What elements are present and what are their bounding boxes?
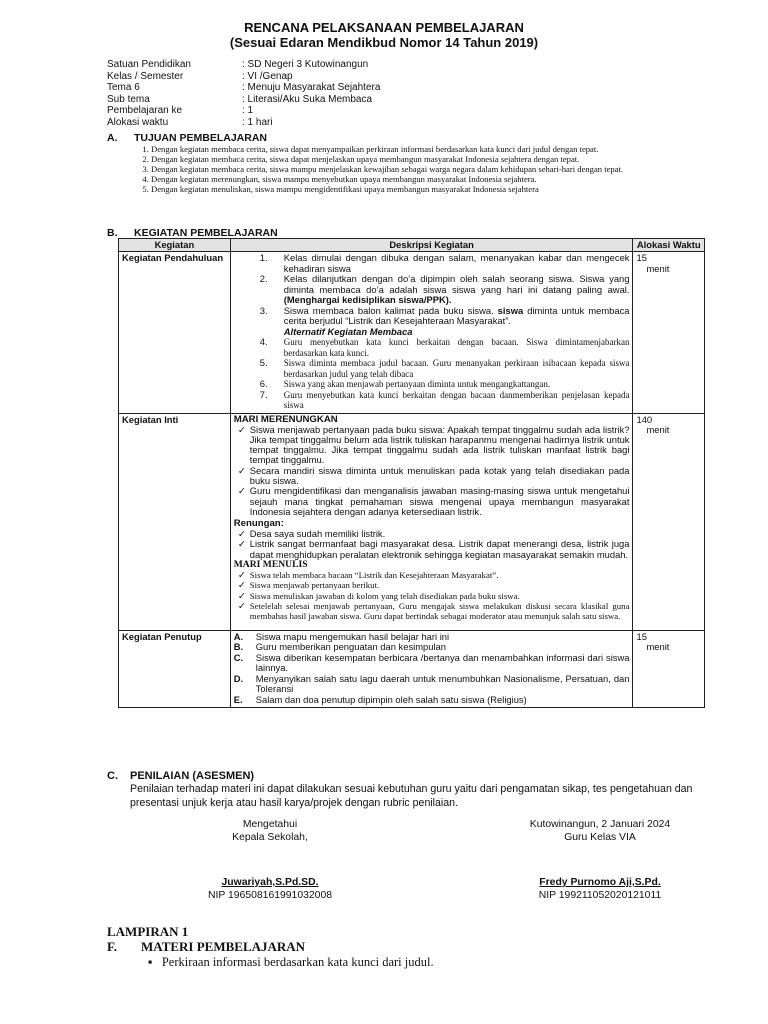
list-item: ✓ Secara mandiri siswa diminta untuk menuliskan pada kotak yang telah disediakan pada buku siswa.	[234, 466, 630, 487]
list-item: 1. Kelas dimulai dengan dibuka dengan salam, menanyakan kabar dan mengecek kehadiran siswa	[259, 252, 630, 274]
alternative-steps	[234, 337, 630, 411]
info-row	[107, 94, 380, 106]
teacher-nip: NIP 199211052020121011	[538, 890, 662, 901]
attachment-title: LAMPIRAN 1	[107, 924, 189, 939]
objective-item: 3. Dengan kegiatan membaca cerita, siswa mampu menjelaskan kewajiban sebagai warga negara dalam kehidupan sehari-hari dengan tepat.	[151, 164, 724, 174]
section-a-letter: A.	[107, 132, 118, 144]
list-item: C. Siswa diberikan kesempatan berbicara /bertanya dan menambahkan informasi dari siswa lainnya.	[233, 651, 630, 674]
section-f-heading: MATERI PEMBELAJARAN	[141, 939, 306, 954]
merenungkan-heading: MARI MERENUNGKAN	[233, 413, 338, 425]
check-icon: ✓	[237, 599, 246, 611]
info-label: Sub tema	[107, 93, 150, 105]
section-c-letter: C.	[107, 770, 118, 782]
section-f-letter: F.	[107, 939, 117, 954]
info-label: Alokasi waktu	[107, 116, 169, 128]
objective-item: 5. Dengan kegiatan menuliskan, siswa mampu mengidentifikasi upaya membangun masyarakat Indonesia sejahtera	[151, 184, 724, 194]
list-item: 5. Siswa diminta membaca judul bacaan. Guru menanyakan perkiraan isibacaan kepada siswa berdasarkan judul yang telah dibaca	[259, 357, 630, 379]
menulis-heading: MARI MENULIS	[233, 559, 308, 571]
document-subtitle: (Sesuai Edaran Mendikbud Nomor 14 Tahun 2019)	[229, 35, 539, 50]
principal-name: Juwariyah,S.Pd.SD.	[221, 877, 319, 888]
signature-right	[500, 818, 700, 844]
renungan-heading: Renungan:	[233, 518, 284, 530]
signature-right-line1: Kutowinangun, 2 Januari 2024	[529, 819, 671, 830]
signature-right-line2: Guru Kelas VIA	[564, 832, 636, 843]
time-value: 15	[636, 252, 647, 263]
column-header: Alokasi Waktu	[633, 239, 705, 252]
info-row	[107, 59, 380, 71]
info-row	[107, 71, 380, 83]
time-unit: menit	[646, 424, 670, 435]
objective-item: 4. Dengan kegiatan merenungkan, siswa mampu menyebutkan upaya membangun masyarakat Indonesia sejahtera.	[151, 174, 724, 184]
document-title: RENCANA PELAKSANAAN PEMBELAJARAN	[244, 20, 524, 35]
objectives-list	[134, 144, 724, 194]
signature-right-name-block	[500, 876, 700, 902]
table-row-inti	[119, 413, 705, 630]
info-label: Tema 6	[107, 82, 140, 93]
activity-name: Kegiatan Pendahuluan	[122, 252, 224, 263]
assessment-text: Penilaian terhadap materi ini dapat dilakukan sesuai kebutuhan guru yaitu dari pengamatan sikap, tes pengetahuan dan presentasi unjuk kerja atau hasil karya/projek dengan rubric penilaian.	[130, 783, 693, 809]
column-header: Kegiatan	[119, 239, 231, 252]
signature-left-line2: Kepala Sekolah,	[232, 832, 308, 843]
info-label: Kelas / Semester	[107, 70, 184, 82]
check-icon: ✓	[237, 579, 246, 591]
bullet-icon: ▪	[148, 955, 153, 969]
alternative-heading: Alternatif Kegiatan Membaca	[283, 325, 413, 337]
list-item: D. Menyanyikan salah satu lagu daerah untuk menumbuhkan Nasionalisme, Persatuan, dan Toleransi	[233, 672, 630, 695]
info-label: Satuan Pendidikan	[107, 59, 191, 70]
info-value: : VI /Genap	[242, 70, 293, 82]
time-allocation-cell	[633, 413, 705, 630]
activity-description-cell	[230, 630, 633, 708]
check-icon: ✓	[237, 464, 246, 476]
section-a-heading: TUJUAN PEMBELAJARAN	[134, 132, 268, 144]
info-value: : 1 hari	[242, 116, 273, 128]
list-item: ✓ Setelelah selesai menjawab pertanyaan, Guru mengajak siswa melakukan diskusi secara klasikal guna membahas hasil jawaban siswa. Guru dapat bertindak sebagai moderator atau menunjuk salah satu siswa.	[234, 601, 630, 622]
column-header: Deskripsi Kegiatan	[230, 239, 633, 252]
table-row-pendahuluan	[119, 252, 705, 414]
section-b-heading: KEGIATAN PEMBELAJARAN	[134, 227, 278, 239]
activity-name: Kegiatan Inti	[122, 413, 179, 425]
objective-item: 2. Dengan kegiatan membaca cerita, siswa dapat menjelaskan upaya membangun masyarakat Indonesia sejahtera dengan tepat.	[151, 154, 724, 164]
activity-description-cell	[230, 413, 633, 630]
info-value: : SD Negeri 3 Kutowinangun	[242, 59, 369, 70]
activity-name: Kegiatan Penutup	[122, 630, 202, 642]
time-allocation-cell	[633, 252, 705, 414]
list-item: A. Siswa mapu mengemukan hasil belajar hari ini	[233, 630, 450, 642]
closing-steps	[234, 632, 630, 706]
list-item: B. Guru memberikan penguatan dan kesimpulan	[233, 641, 446, 653]
list-item: ✓ Siswa telah membaca bacaan “Listrik dan Kesejahteraan Masyarakat”.	[234, 570, 630, 580]
info-row	[107, 82, 380, 94]
opening-steps	[234, 253, 630, 327]
material-item	[148, 955, 434, 970]
info-value: : 1	[242, 105, 254, 116]
info-label: Pembelajaran ke	[107, 105, 183, 116]
section-b-letter: B.	[107, 227, 118, 239]
check-icon: ✓	[237, 528, 246, 540]
check-icon: ✓	[237, 485, 246, 497]
time-value: 15	[636, 630, 647, 642]
signature-left-line1: Mengetahui	[242, 819, 298, 830]
list-item: ✓ Listrik sangat bermanfaat bagi masyarakat desa. Listrik dapat menerangi desa, listrik juga dapat menghidupkan peralatan elektronik sehingga kegiatan masayarakat semakin mudah.	[234, 539, 630, 560]
material-text: Perkiraan informasi berdasarkan kata kunci dari judul.	[161, 955, 434, 969]
check-icon: ✓	[237, 569, 246, 581]
table-row-penutup	[119, 630, 705, 708]
activity-name-cell	[119, 413, 231, 630]
check-icon: ✓	[237, 538, 246, 550]
activity-name-cell	[119, 252, 231, 414]
info-row	[107, 105, 380, 117]
list-item: ✓ Desa saya sudah memiliki listrik.	[234, 529, 630, 539]
time-allocation-cell	[633, 630, 705, 708]
list-item: 7. Guru menyebutkan kata kunci berkaitan dengan bacaan danmemberikan penjelasan kepada siswa	[259, 388, 630, 410]
principal-nip: NIP 196508161991032008	[207, 890, 333, 901]
info-value: : Literasi/Aku Suka Membaca	[242, 93, 373, 105]
table-header-row	[119, 239, 705, 252]
activities-table	[118, 238, 705, 708]
merenungkan-list	[234, 425, 630, 518]
time-value: 140	[636, 413, 653, 425]
activity-description-cell	[230, 252, 633, 414]
time-unit: menit	[646, 641, 670, 653]
section-c-heading: PENILAIAN (ASESMEN)	[130, 770, 255, 782]
list-item: 4. Guru menyebutkan kata kunci berkaitan dengan bacaan. Siswa dimintamenjabarkan berdasarkan kata kunci.	[259, 336, 630, 358]
identity-block	[107, 59, 380, 128]
teacher-name: Fredy Purnomo Aji,S.Pd.	[539, 877, 661, 888]
list-item: 2. Kelas dilanjutkan dengan do’a dipimpin oleh salah seorang siswa. Siswa yang diminta membaca do’a adalah siswa siswa yang hari ini datang paling awal. (Menghargai kedisiplikan siswa/PPK).	[259, 273, 630, 305]
info-row	[107, 117, 380, 129]
signature-left	[195, 818, 345, 844]
list-item: 6. Siswa yang akan menjawab pertanyaan diminta untuk mengangkattangan.	[259, 378, 551, 389]
list-item: 3. Siswa membaca balon kalimat pada buku siswa. siswa diminta untuk membaca cerita berjudul “Listrik dan Kesejahteraan Masyarakat”.	[259, 304, 630, 326]
signature-left-name-block	[170, 876, 370, 902]
objective-item: 1. Dengan kegiatan membaca cerita, siswa dapat menyampaikan perkiraan informasi berdasarkan kata kunci dari judul dengan tepat.	[151, 144, 724, 154]
renungan-list	[234, 529, 630, 560]
info-value: : Menuju Masyarakat Sejahtera	[242, 82, 381, 93]
list-item: ✓ Siswa menuliskan jawaban di kolom yang telah disediakan pada buku siswa.	[234, 591, 630, 601]
time-unit: menit	[646, 262, 670, 274]
check-icon: ✓	[237, 589, 246, 601]
list-item: ✓ Siswa menjawab pertanyaan berikut.	[234, 580, 630, 590]
menulis-list	[234, 570, 630, 621]
check-icon: ✓	[237, 423, 246, 435]
list-item: ✓ Guru mengidentifikasi dan menganalisis jawaban masing-masing siswa untuk mengetahui sejauh mana tingkat pemahaman siswa mengenai upaya membangun masyarakat Indonesia sejahtera dengan adanya ketersediaan listrik.	[234, 486, 630, 517]
list-item: ✓ Siswa menjawab pertanyaan pada buku siswa: Apakah tempat tinggalmu sudah ada listrik? Jika tempat tinggalmu belum ada listrik tuliskan harapanmu mengenai hadirnya listrik untuk tempat tinggalmu. Jika tempat tinggalmu sudah ada listrik tuliskan manfaat listrik bagi tempat tinggalmu.	[234, 425, 630, 466]
activity-name-cell	[119, 630, 231, 708]
list-item: E. Salam dan doa penutup dipimpin oleh salah satu siswa (Religius)	[233, 693, 527, 705]
